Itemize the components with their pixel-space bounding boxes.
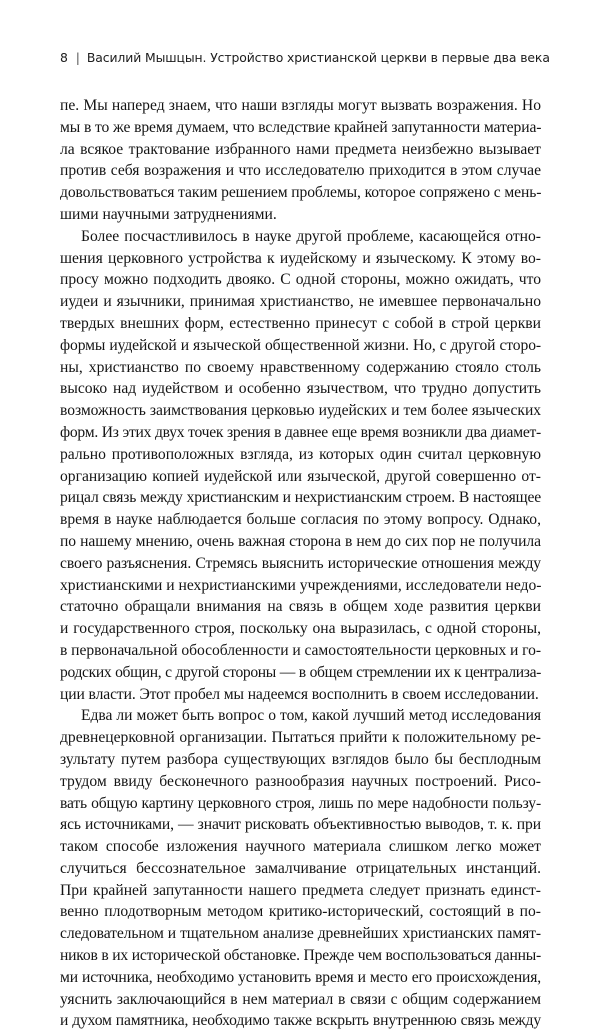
text-line: трудом ввиду бесконечного разнообразия научных построений. Рисо- — [60, 772, 541, 790]
text-line: время в науке наблюдается больше согласия по этому вопросу. Однако, — [60, 511, 541, 529]
text-line: случиться бессознательное замалчивание отрицательных инстанций. — [60, 859, 541, 877]
text-line: мы в то же время думаем, что вследствие крайней запутанности материа- — [60, 118, 542, 136]
text-line: рицал связь между христианским и нехристианским строем. В настоящее — [60, 489, 541, 507]
header-separator: | — [75, 50, 80, 65]
text-line: форм. Из этих двух точек зрения в давнее еще время возникли два диамет- — [60, 423, 541, 441]
text-line: по нашему мнению, очень важная сторона в нем до сих пор не получила — [60, 532, 541, 550]
text-line: ны, христианство по своему нравственному содержанию стояло столь — [60, 358, 541, 376]
text-line: рально противоположных взгляда, из которых один считал церковную — [60, 445, 541, 463]
text-line: венно плодотворным методом критико-исторический, состоящий в по- — [60, 903, 541, 921]
text-line: уяснить заключающийся в нем материал в связи с общим содержанием — [60, 990, 541, 1008]
text-line: таком способе изложения научного материала слишком легко может — [60, 838, 541, 856]
text-line: При крайней запутанности нашего предмета следует признать единст- — [60, 881, 541, 899]
text-line: ла всякое трактование избранного нами предмета неизбежно вызывает — [60, 140, 541, 158]
text-line: и государственного строя, поскольку она выразилась, с одной стороны, — [60, 620, 541, 638]
text-line: ми источника, необходимо установить время и место его происхождения, — [60, 968, 541, 986]
text-line: своего разъяснения. Стремясь выяснить исторические отношения между — [60, 554, 541, 572]
text-line: иудеи и язычники, принимая христианство, не имевшее первоначально — [60, 293, 541, 311]
text-line: и духом памятника, необходимо также вскрыть внутреннюю связь между — [60, 1012, 541, 1030]
text-line: довольствоваться таким решением проблемы, которое сопряжено с мень- — [60, 184, 542, 202]
text-line: Едва ли может быть вопрос о том, какой лучший метод исследования — [81, 707, 541, 725]
text-line: возможность заимствования церковью иудейских и тем более языческих — [60, 402, 541, 420]
text-line: высоко над иудейством и особенно язычеством, что трудно допустить — [60, 380, 541, 398]
text-line: древнецерковной организации. Пытаться прийти к положительному ре- — [60, 729, 541, 747]
text-line: против себя возражения и что исследователю приходится в этом случае — [60, 162, 541, 180]
text-line: пе. Мы наперед знаем, что наши взгляды могут вызвать возражения. Но — [60, 97, 541, 114]
text-line: формы иудейской и языческой общественной жизни. Но, с другой сторо- — [60, 336, 541, 354]
text-line: ции власти. Этот пробел мы надеемся восполнить в своем исследовании. — [60, 685, 539, 703]
text-line: организацию копией иудейской или языческой, другой совершенно от- — [60, 467, 541, 485]
running-title: Василий Мышцын. Устройство христианской церкви в первые два века — [86, 50, 550, 65]
text-line: ников в их исторической обстановке. Прежде чем воспользоваться данны- — [60, 947, 541, 965]
text-line: твердых внешних форм, естественно принесут с собой в строй церкви — [60, 314, 541, 332]
running-header — [60, 50, 550, 72]
text-line: вать общую картину церковного строя, лишь по мере надобности пользу- — [60, 794, 541, 812]
text-line: шения церковного устройства к иудейскому и языческому. К этому во- — [60, 249, 541, 267]
text-line: родских общин, с другой стороны — в общем стремлении их к централиза- — [60, 663, 541, 681]
page-number: 8 — [60, 50, 68, 65]
text-line: ясь источниками, — значит рисковать объективностью выводов, т. к. при — [60, 816, 541, 834]
text-line: христианскими и нехристианскими учреждениями, исследователи недо- — [60, 576, 542, 594]
body-text — [60, 95, 541, 1032]
text-line: зультату путем разбора существующих взглядов было бы бесплодным — [60, 750, 541, 768]
text-line: следовательном и тщательном анализе древнейших христианских памят- — [60, 925, 541, 943]
text-line: в первоначальной обособленности и самостоятельности церковных и го- — [60, 641, 542, 659]
text-line: шими научными затруднениями. — [60, 205, 277, 223]
text-line: Более посчастливилось в науке другой проблеме, касающейся отно- — [81, 227, 541, 245]
text-line: статочно обращали внимания на связь в общем ходе развития церкви — [60, 598, 541, 616]
text-line: просу можно подходить двояко. С одной стороны, можно ожидать, что — [60, 271, 541, 289]
